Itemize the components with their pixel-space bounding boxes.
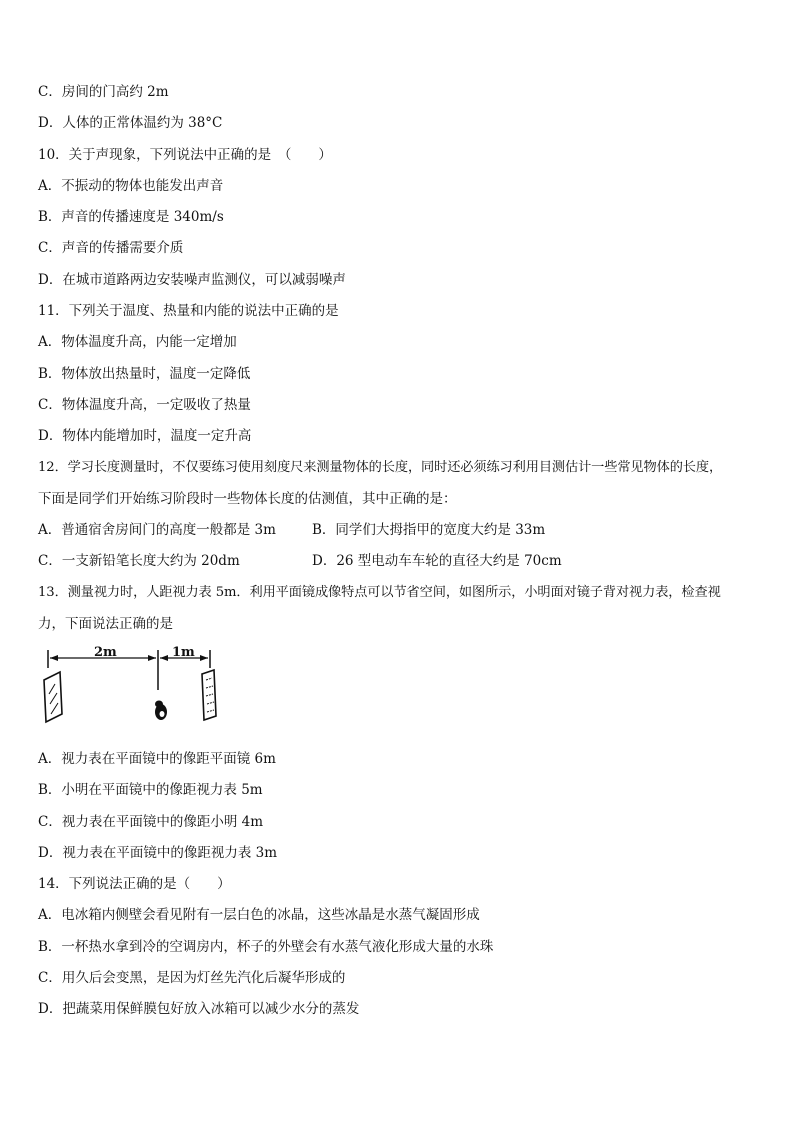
option-11d: D．物体内能增加时，温度一定升高 [38,428,252,444]
dimension-label-right: 1m [172,646,195,660]
question-14: 14．下列说法正确的是（ ） [38,876,231,892]
option-10a: A．不振动的物体也能发出声音 [38,178,224,194]
option-14b: B．一杯热水拿到冷的空调房内，杯子的外壁会有水蒸气液化形成大量的水珠 [38,939,494,955]
question-13-line1: 13．测量视力时，人距视力表 5m．利用平面镜成像特点可以节省空间，如图所示，小明面对镜子背对视力表，检查视 [38,585,721,600]
option-12b: B．同学们大拇指甲的宽度大约是 33m [312,522,546,538]
arrowhead [50,655,58,661]
mirror-diagram [38,646,220,724]
person-icon [155,701,167,721]
dimension-label-left: 2m [94,646,117,660]
option-13a: A．视力表在平面镜中的像距平面镜 6m [38,751,276,767]
option-12a: A．普通宿舍房间门的高度一般都是 3m [38,522,276,538]
option-11c: C．物体温度升高，一定吸收了热量 [38,397,251,413]
arrowhead [160,655,168,661]
option-11b: B．物体放出热量时，温度一定降低 [38,366,251,382]
mirror-figure [38,646,220,724]
mirror-icon [44,672,62,722]
option-9d: D．人体的正常体温约为 38°C [38,115,223,131]
option-13d: D．视力表在平面镜中的像距视力表 3m [38,845,278,861]
option-12c: C．一支新铅笔长度大约为 20dm [38,553,240,569]
arrowhead [148,655,156,661]
option-12d: D．26 型电动车车轮的直径大约是 70cm [312,553,562,569]
question-11: 11．下列关于温度、热量和内能的说法中正确的是 [38,303,339,319]
option-14c: C．用久后会变黑，是因为灯丝先汽化后凝华形成的 [38,970,346,986]
option-14a: A．电冰箱内侧壁会看见附有一层白色的冰晶，这些冰晶是水蒸气凝固形成 [38,907,480,923]
question-13-line2: 力，下面说法正确的是 [38,616,173,632]
option-10b: B．声音的传播速度是 340m/s [38,209,224,225]
question-10: 10．关于声现象，下列说法中正确的是 （ ） [38,147,332,163]
option-13c: C．视力表在平面镜中的像距小明 4m [38,814,264,830]
option-14d: D．把蔬菜用保鲜膜包好放入冰箱可以减少水分的蒸发 [38,1001,360,1017]
option-10c: C．声音的传播需要介质 [38,240,184,256]
option-13b: B．小明在平面镜中的像距视力表 5m [38,782,263,798]
option-10d: D．在城市道路两边安装噪声监测仪，可以减弱噪声 [38,272,346,288]
arrowhead [200,655,208,661]
option-9c: C．房间的门高约 2m [38,84,169,100]
question-12-line2: 下面是同学们开始练习阶段时一些物体长度的估测值，其中正确的是： [38,491,457,507]
question-12-line1: 12．学习长度测量时，不仅要练习使用刻度尺来测量物体的长度，同时还必须练习利用目测估计一些常见物体的长度， [38,460,723,475]
option-11a: A．物体温度升高，内能一定增加 [38,334,237,350]
